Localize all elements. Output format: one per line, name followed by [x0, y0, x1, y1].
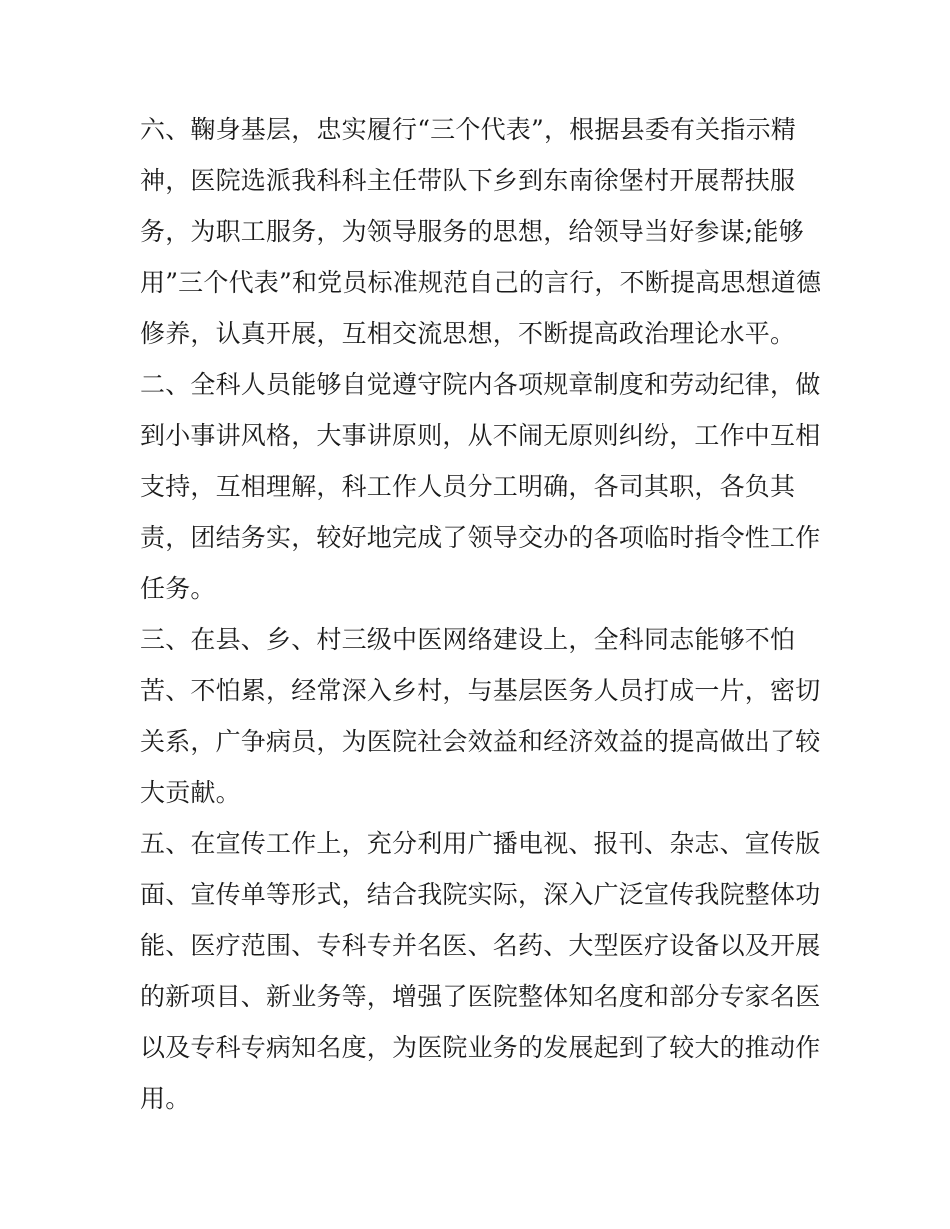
paragraph-line: 能、医疗范围、专科专并名医、名药、大型医疗设备以及开展 — [140, 931, 821, 960]
paragraph-six — [140, 104, 820, 359]
paragraph-five — [140, 818, 820, 1124]
paragraph-line: 五、在宣传工作上，充分利用广播电视、报刊、杂志、宣传版 — [140, 829, 821, 858]
paragraph-line: 三、在县、乡、村三级中医网络建设上，全科同志能够不怕 — [140, 625, 796, 654]
paragraph-three — [140, 614, 820, 818]
paragraph-line: 务，为职工服务，为领导服务的思想，给领导当好参谋;能够 — [140, 217, 804, 246]
paragraph-line: 神，医院选派我科科主任带队下乡到东南徐堡村开展帮扶服 — [140, 166, 796, 195]
paragraph-line: 的新项目、新业务等，增强了医院整体知名度和部分专家名医 — [140, 982, 821, 1011]
paragraph-line: 以及专科专病知名度，为医院业务的发展起到了较大的推动作 — [140, 1033, 821, 1062]
paragraph-line: 关系，广争病员，为医院社会效益和经济效益的提高做出了较 — [140, 727, 821, 756]
paragraph-line: 大贡献。 — [140, 778, 241, 807]
paragraph-line: 支持，互相理解，科工作人员分工明确，各司其职，各负其 — [140, 472, 796, 501]
paragraph-line: 二、全科人员能够自觉遵守院内各项规章制度和劳动纪律，做 — [140, 370, 821, 399]
paragraph-line: 六、鞠身基层，忠实履行“三个代表”，根据县委有关指示精 — [140, 115, 796, 144]
paragraph-line: 到小事讲风格，大事讲原则，从不闹无原则纠纷，工作中互相 — [140, 421, 821, 450]
paragraph-line: 任务。 — [140, 574, 216, 603]
paragraph-line: 苦、不怕累，经常深入乡村，与基层医务人员打成一片，密切 — [140, 676, 821, 705]
paragraph-line: 用。 — [140, 1084, 191, 1113]
paragraph-line: 用”三个代表”和党员标准规范自己的言行，不断提高思想道德 — [140, 268, 822, 297]
paragraph-line: 面、宣传单等形式，结合我院实际，深入广泛宣传我院整体功 — [140, 880, 821, 909]
document-body — [140, 104, 820, 1124]
paragraph-line: 责，团结务实，较好地完成了领导交办的各项临时指令性工作 — [140, 523, 821, 552]
paragraph-two — [140, 359, 820, 614]
paragraph-line: 修养，认真开展，互相交流思想，不断提高政治理论水平。 — [140, 319, 796, 348]
